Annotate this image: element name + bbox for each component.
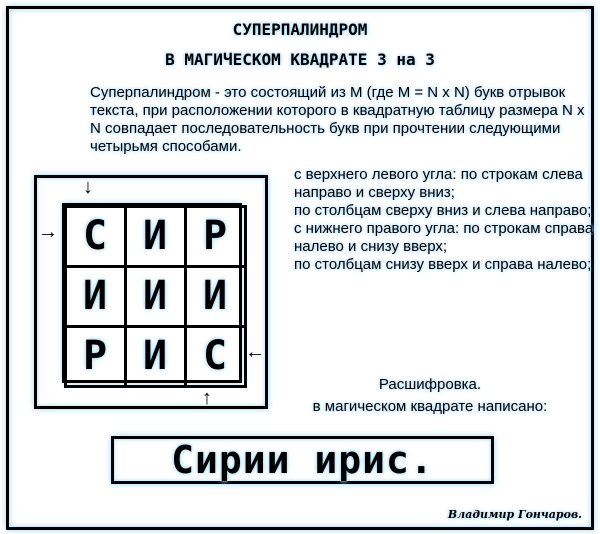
grid-cell: И — [124, 265, 187, 328]
grid-cell: С — [64, 205, 127, 268]
grid-cell: И — [124, 325, 187, 388]
page-subtitle: В МАГИЧЕСКОМ КВАДРАТЕ 3 на 3 — [165, 50, 435, 69]
arrow-up-icon: ↑ — [202, 387, 212, 409]
magic-square — [62, 203, 242, 383]
answer-box: Сирии ирис. — [111, 436, 494, 484]
arrow-left-icon: ← — [245, 341, 265, 363]
decode-caption: в магическом квадрате написано: — [312, 398, 548, 415]
author-signature: Владимир Гончаров. — [447, 508, 582, 521]
reading-way-3: с нижнего правого угла: по строкам справа налево и снизу вверх; — [294, 220, 594, 255]
reading-way-2: по столбцам сверху вниз и слева направо; — [294, 202, 592, 219]
grid-cell: И — [124, 205, 187, 268]
page-title: СУПЕРПАЛИНДРОМ — [232, 20, 368, 39]
reading-way-4: по столбцам снизу вверх и справа налево; — [294, 256, 592, 273]
grid-cell: И — [64, 265, 127, 328]
grid-cell: И — [184, 265, 247, 328]
reading-ways-list — [294, 166, 594, 274]
intro-text: Суперпалиндром - это состоящий из М (где М = N x N) букв отрывок текста, при расположении которого в квадратную таблицу размера N x N совпадает последовательность букв при прочтении следующими четырьмя способами. — [90, 84, 585, 155]
reading-way-1: с верхнего левого угла: по строкам слева направо и сверху вниз; — [294, 166, 583, 201]
grid-cell: С — [184, 325, 247, 388]
arrow-right-icon: → — [38, 221, 58, 243]
decode-heading: Расшифровка. — [378, 376, 482, 393]
arrow-down-icon: ↓ — [83, 176, 93, 198]
grid-cell: Р — [184, 205, 247, 268]
grid-cell: Р — [64, 325, 127, 388]
